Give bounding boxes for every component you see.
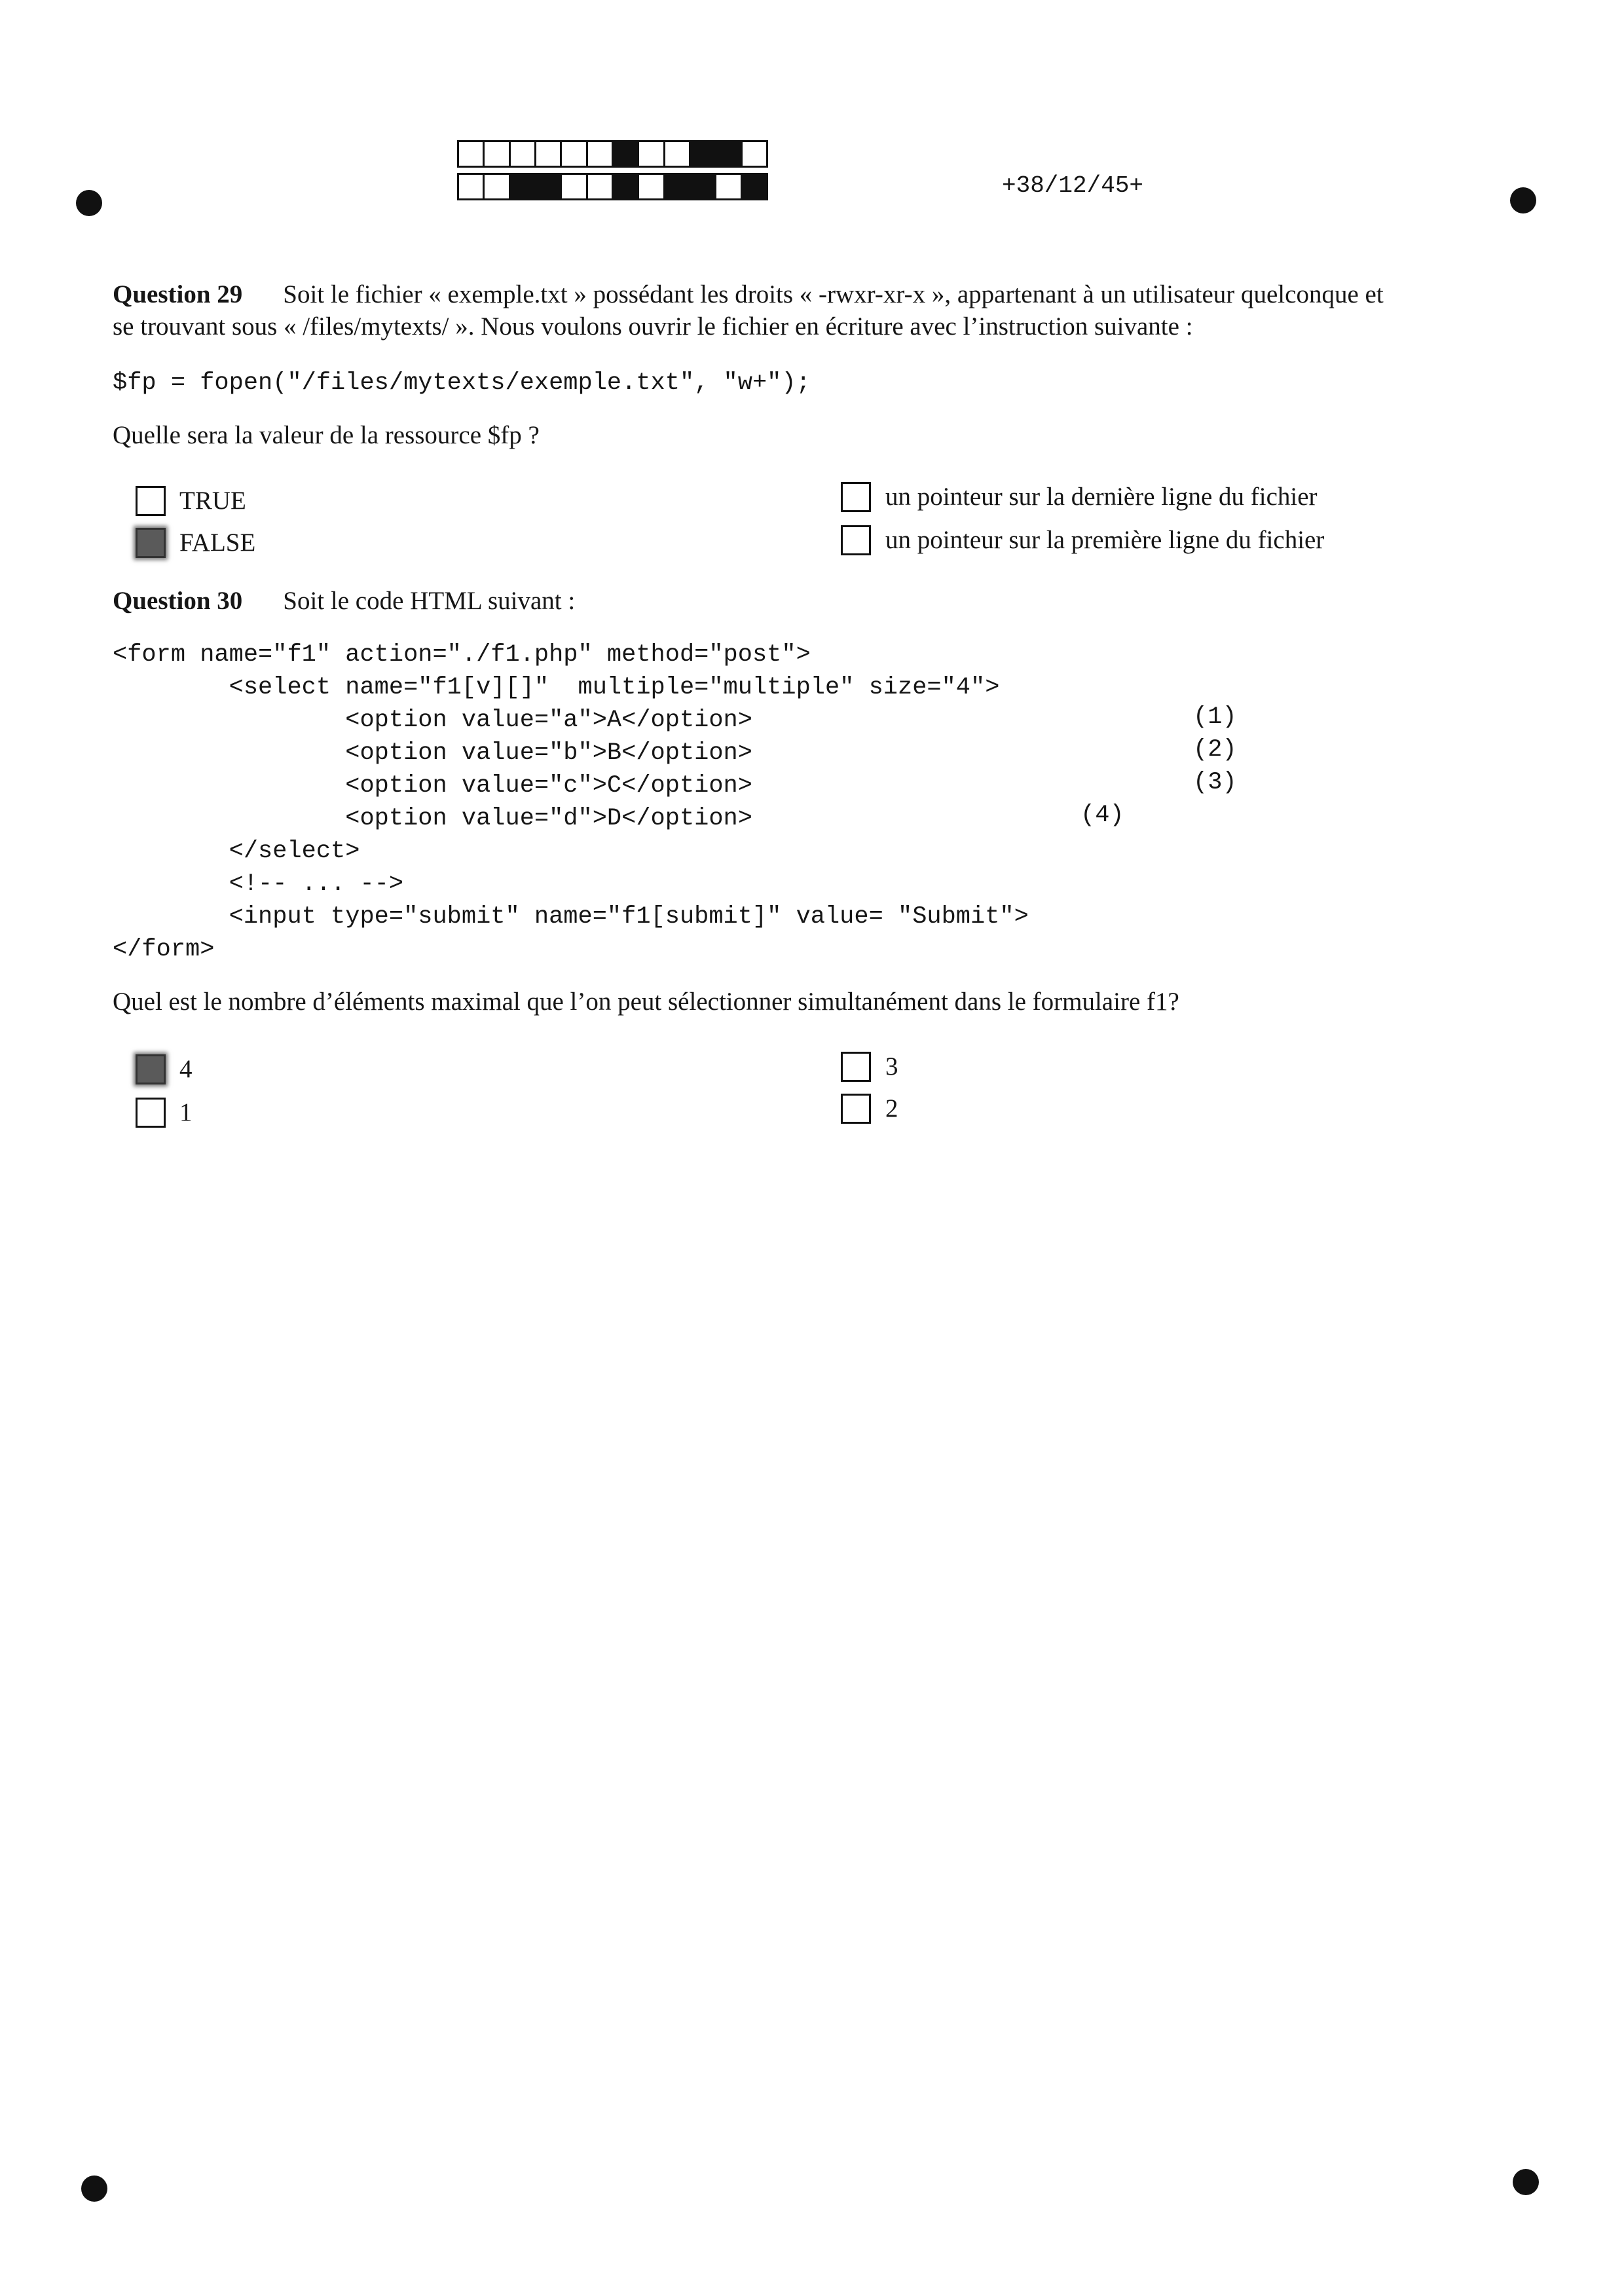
- q30-label: Question 30: [113, 587, 243, 615]
- q29-answer-first-line: un pointeur sur la première ligne du fichier: [885, 526, 1325, 554]
- barcode-cell: [637, 175, 663, 198]
- code-line-2: <select name="f1[v][]" multiple="multiple" size="4">: [113, 674, 1000, 701]
- barcode-cell: [741, 142, 766, 166]
- q29-answer-last-line: un pointeur sur la dernière ligne du fichier: [885, 483, 1318, 511]
- barcode-cell: [714, 142, 740, 166]
- q29-prompt: Quelle sera la valeur de la ressource $fp ?: [113, 421, 540, 449]
- q29-text-line2: se trouvant sous « /files/mytexts/ ». Nous voulons ouvrir le fichier en écriture avec l’instruction suivante :: [113, 312, 1193, 341]
- q29-label: Question 29: [113, 280, 243, 308]
- q30-answer-4: 4: [179, 1055, 193, 1083]
- q29-text-line1: Soit le fichier « exemple.txt » possédant les droits « -rwxr-xr-x », appartenant à un utilisateur quelconque et: [283, 280, 1384, 308]
- barcode-cell: [689, 142, 714, 166]
- barcode-cell: [560, 175, 585, 198]
- code-line-9: <input type="submit" name="f1[submit]" value= "Submit">: [113, 903, 1029, 931]
- q29-header: [113, 278, 1384, 311]
- barcode-cell: [663, 175, 689, 198]
- line-marker-4: (4): [1080, 802, 1124, 829]
- barcode-row-1: [457, 140, 768, 168]
- barcode-cell: [741, 175, 766, 198]
- code-line-7: </select>: [113, 838, 360, 865]
- barcode-cell: [612, 175, 637, 198]
- barcode-cell: [663, 142, 689, 166]
- code-line-4: <option value="b">B</option>: [113, 739, 752, 767]
- q30-code-block: [113, 639, 1029, 966]
- q30-header: [113, 585, 575, 618]
- line-marker-3: (3): [1193, 769, 1237, 796]
- code-line-6: <option value="d">D</option>: [113, 805, 752, 832]
- q29-checkbox-false[interactable]: [136, 528, 166, 558]
- q30-checkbox-1[interactable]: [136, 1098, 166, 1128]
- barcode-cell: [586, 175, 612, 198]
- line-marker-1: (1): [1193, 703, 1237, 731]
- q29-answer-true: TRUE: [179, 487, 246, 515]
- q30-prompt: Quel est le nombre d’éléments maximal que l’on peut sélectionner simultanément dans le formulaire f1?: [113, 988, 1179, 1016]
- registration-mark-top-right: [1510, 187, 1536, 213]
- code-line-1: <form name="f1" action="./f1.php" method="post">: [113, 641, 811, 669]
- code-line-5: <option value="c">C</option>: [113, 772, 752, 800]
- barcode-cell: [534, 142, 560, 166]
- barcode-cell: [689, 175, 714, 198]
- q30-answer-2: 2: [885, 1094, 898, 1122]
- page-code: +38/12/45+: [1002, 172, 1144, 199]
- registration-mark-top-left: [76, 190, 102, 216]
- barcode-cell: [509, 175, 534, 198]
- barcode-cell: [483, 175, 508, 198]
- barcode-cell: [612, 142, 637, 166]
- q29-checkbox-true[interactable]: [136, 486, 166, 516]
- barcode-row-2: [457, 173, 768, 200]
- q29-code: $fp = fopen("/files/mytexts/exemple.txt", "w+");: [113, 369, 811, 397]
- barcode-cell: [560, 142, 585, 166]
- barcode-cell: [714, 175, 740, 198]
- barcode-cell: [483, 142, 508, 166]
- q30-answer-1: 1: [179, 1098, 193, 1126]
- barcode-cell: [459, 175, 483, 198]
- registration-mark-bottom-right: [1513, 2169, 1539, 2195]
- barcode-cell: [586, 142, 612, 166]
- barcode-cell: [534, 175, 560, 198]
- barcode-cell: [637, 142, 663, 166]
- q29-checkbox-first-line[interactable]: [841, 525, 871, 555]
- code-line-10: </form>: [113, 936, 215, 963]
- registration-mark-bottom-left: [81, 2176, 107, 2202]
- q30-checkbox-3[interactable]: [841, 1052, 871, 1082]
- q29-checkbox-last-line[interactable]: [841, 482, 871, 512]
- barcode-cell: [459, 142, 483, 166]
- q30-answer-3: 3: [885, 1052, 898, 1081]
- line-marker-2: (2): [1193, 736, 1237, 764]
- code-line-8: <!-- ... -->: [113, 870, 404, 898]
- q30-checkbox-4[interactable]: [136, 1054, 166, 1084]
- q30-text: Soit le code HTML suivant :: [283, 587, 576, 615]
- code-line-3: <option value="a">A</option>: [113, 707, 752, 734]
- q29-answer-false: FALSE: [179, 528, 256, 557]
- q30-checkbox-2[interactable]: [841, 1094, 871, 1124]
- barcode-cell: [509, 142, 534, 166]
